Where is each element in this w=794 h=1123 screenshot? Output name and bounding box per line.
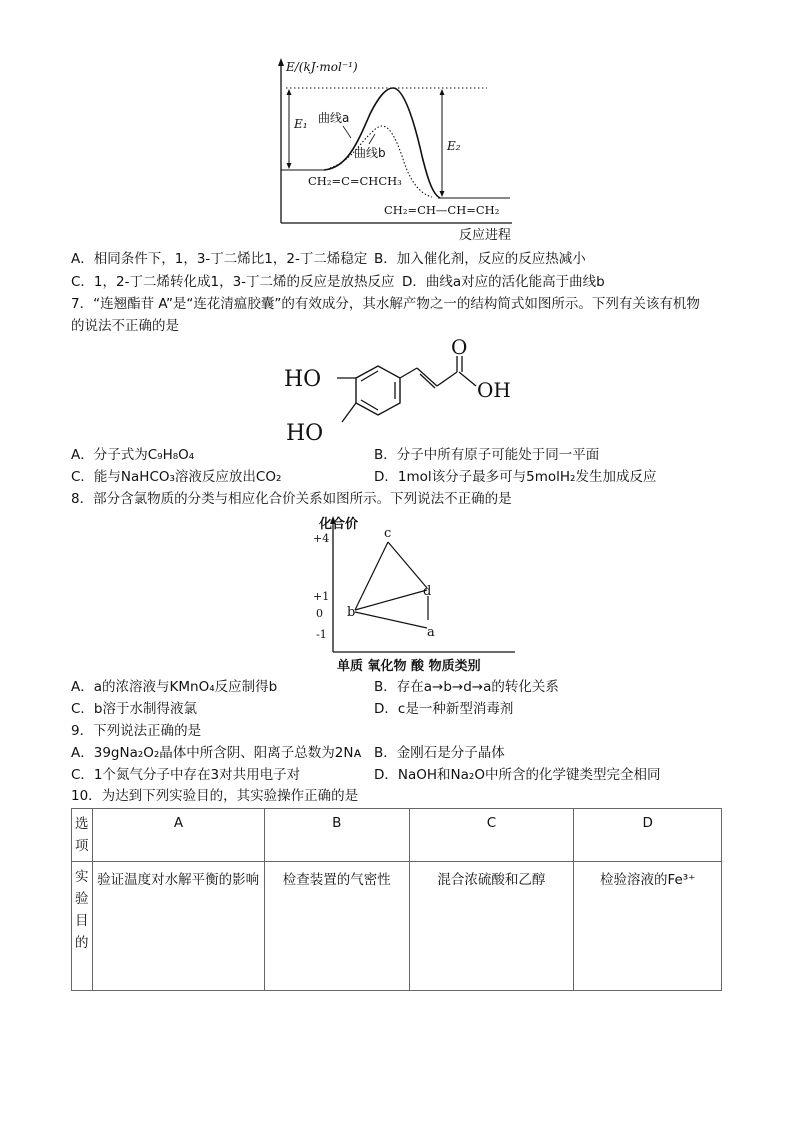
point-c: c xyxy=(384,526,392,541)
caffeic-acid-structure xyxy=(282,336,522,446)
q7-option-c: C．能与NaHCO₃溶液反应放出CO₂ xyxy=(71,469,282,485)
curve-b-label: 曲线b xyxy=(354,146,386,160)
e1-label: E₁ xyxy=(294,117,308,131)
q10-table xyxy=(71,808,722,991)
tick-minus1: -1 xyxy=(316,628,327,641)
ho-top: HO xyxy=(284,367,322,392)
q10-stem: 10．为达到下列实验目的，其实验操作正确的是 xyxy=(71,788,359,804)
point-a: a xyxy=(427,625,435,640)
energy-x-label: 反应进程 xyxy=(459,228,512,243)
q7-option-a: A．分子式为C₉H₈O₄ xyxy=(71,447,195,463)
carbonyl-oxygen: O xyxy=(451,336,468,359)
q7-option-d: D．1mol该分子最多可与5molH₂发生加成反应 xyxy=(374,469,657,485)
reactant-label: CH₂=C=CHCH₃ xyxy=(308,174,402,188)
q10-header-first: 选项 xyxy=(72,809,93,862)
q9-option-c: C．1个氮气分子中存在3对共用电子对 xyxy=(71,767,301,783)
energy-y-label: E/(kJ·mol⁻¹) xyxy=(286,60,358,74)
q10-body-row xyxy=(72,862,722,991)
q6-option-c: C．1，2-丁二烯转化成1，3-丁二烯的反应是放热反应 xyxy=(71,274,395,290)
q9-option-d: D．NaOH和Na₂O中所含的化学键类型完全相同 xyxy=(374,767,661,783)
valence-x-label: 单质 氧化物 酸 物质类别 xyxy=(337,659,481,674)
q8-option-b: B．存在a→b→d→a的转化关系 xyxy=(374,679,559,695)
q10-header-a: A xyxy=(93,809,265,862)
product-label: CH₂=CH—CH=CH₂ xyxy=(384,203,500,217)
q6-option-a: A．相同条件下，1，3-丁二烯比1，2-丁二烯稳定 xyxy=(71,251,368,267)
point-b: b xyxy=(347,605,356,620)
e2-label: E₂ xyxy=(447,139,461,153)
acid-oh: OH xyxy=(477,378,511,402)
valence-y-label: 化合价 xyxy=(319,517,359,532)
point-d: d xyxy=(423,584,432,599)
q7-stem-line-2: 的说法不正确的是 xyxy=(71,318,179,334)
benzene-ring xyxy=(356,366,400,415)
q9-stem: 9．下列说法正确的是 xyxy=(71,723,202,739)
q10-header-c: C xyxy=(409,809,574,862)
q9-option-b: B．金刚石是分子晶体 xyxy=(374,745,505,761)
q6-option-d: D．曲线a对应的活化能高于曲线b xyxy=(402,274,605,290)
tick-zero: 0 xyxy=(316,607,323,620)
q8-option-d: D．c是一种新型消毒剂 xyxy=(374,701,514,717)
q6-option-b: B．加入催化剂，反应的反应热减小 xyxy=(374,251,586,267)
energy-diagram xyxy=(262,56,532,246)
q10-cell-c: 混合浓硫酸和乙醇 xyxy=(409,862,574,991)
chlorine-valence-chart xyxy=(285,510,525,676)
q10-cell-a: 验证温度对水解平衡的影响 xyxy=(93,862,265,991)
q10-cell-b: 检查装置的气密性 xyxy=(264,862,409,991)
q7-stem-line-1: 7．“连翘酯苷 A”是“连花清瘟胶囊”的有效成分，其水解产物之一的结构简式如图所示。下列有关该有机物 xyxy=(71,296,700,312)
q8-stem: 8．部分含氯物质的分类与相应化合价关系如图所示。下列说法不正确的是 xyxy=(71,491,512,507)
q10-cell-d: 检验溶液的Fe³⁺ xyxy=(574,862,722,991)
tick-plus4: +4 xyxy=(313,532,330,545)
tick-plus1: +1 xyxy=(313,590,330,603)
curve-a-label: 曲线a xyxy=(318,111,350,125)
q8-option-c: C．b溶于水制得液氯 xyxy=(71,701,197,717)
q7-option-b: B．分子中所有原子可能处于同一平面 xyxy=(374,447,600,463)
q10-row-first: 实验目的 xyxy=(72,862,93,991)
q10-header-b: B xyxy=(264,809,409,862)
q9-option-a: A．39gNa₂O₂晶体中所含阴、阳离子总数为2Nᴀ xyxy=(71,745,362,761)
q10-header-row xyxy=(72,809,722,862)
q10-header-d: D xyxy=(574,809,722,862)
ho-bottom: HO xyxy=(286,421,324,446)
q8-option-a: A．a的浓溶液与KMnO₄反应制得b xyxy=(71,679,278,695)
